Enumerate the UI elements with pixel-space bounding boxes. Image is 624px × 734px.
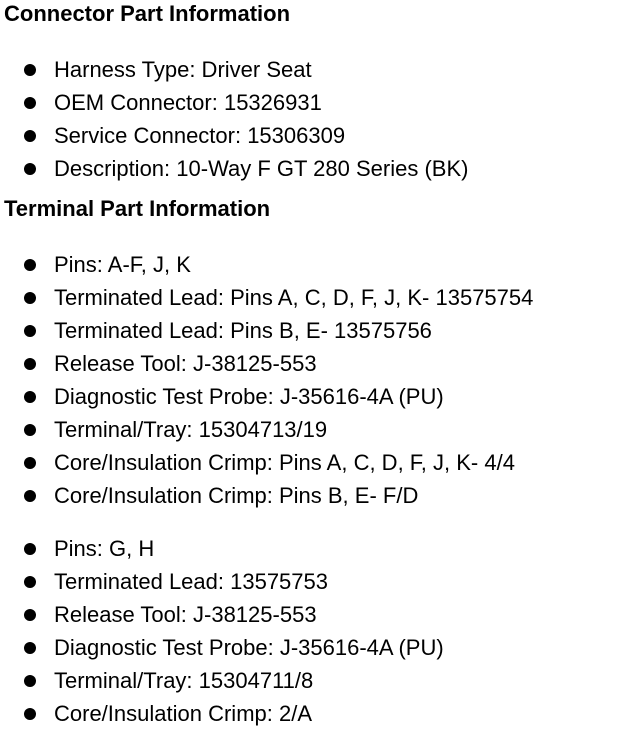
- list-item-text: Core/Insulation Crimp: 2/A: [54, 701, 312, 726]
- terminal-info-list-2: [0, 536, 444, 734]
- bullet-icon: [24, 97, 36, 109]
- list-item: [0, 252, 533, 285]
- list-item-text: Terminated Lead: Pins B, E- 13575756: [54, 318, 432, 343]
- list-item-text: Diagnostic Test Probe: J-35616-4A (PU): [54, 635, 444, 660]
- connector-info-list: [0, 57, 468, 189]
- bullet-icon: [24, 543, 36, 555]
- bullet-icon: [24, 424, 36, 436]
- bullet-icon: [24, 708, 36, 720]
- list-item-text: Diagnostic Test Probe: J-35616-4A (PU): [54, 384, 444, 409]
- list-item: [0, 384, 533, 417]
- terminal-info-list-1: [0, 252, 533, 516]
- list-item-text: Release Tool: J-38125-553: [54, 602, 317, 627]
- list-item: [0, 351, 533, 384]
- list-item-text: Core/Insulation Crimp: Pins B, E- F/D: [54, 483, 419, 508]
- bullet-icon: [24, 391, 36, 403]
- list-item: [0, 635, 444, 668]
- bullet-icon: [24, 358, 36, 370]
- list-item: [0, 450, 533, 483]
- list-item-text: Release Tool: J-38125-553: [54, 351, 317, 376]
- bullet-icon: [24, 675, 36, 687]
- bullet-icon: [24, 163, 36, 175]
- list-item-text: Core/Insulation Crimp: Pins A, C, D, F, J, K- 4/4: [54, 450, 515, 475]
- list-item: [0, 417, 533, 450]
- list-item-text: OEM Connector: 15326931: [54, 90, 322, 115]
- bullet-icon: [24, 259, 36, 271]
- bullet-icon: [24, 457, 36, 469]
- list-item: [0, 123, 468, 156]
- bullet-icon: [24, 576, 36, 588]
- list-item: [0, 602, 444, 635]
- list-item: [0, 701, 444, 734]
- list-item-text: Pins: G, H: [54, 536, 155, 561]
- list-item: [0, 318, 533, 351]
- list-item-text: Harness Type: Driver Seat: [54, 57, 312, 82]
- bullet-icon: [24, 292, 36, 304]
- list-item-text: Terminal/Tray: 15304711/8: [54, 668, 314, 693]
- list-item: [0, 57, 468, 90]
- list-item-text: Pins: A-F, J, K: [54, 252, 191, 277]
- connector-part-information-heading: Connector Part Information: [4, 1, 291, 26]
- list-item: [0, 156, 468, 189]
- bullet-icon: [24, 609, 36, 621]
- bullet-icon: [24, 130, 36, 142]
- list-item: [0, 90, 468, 123]
- list-item: [0, 668, 444, 701]
- list-item-text: Terminated Lead: Pins A, C, D, F, J, K- 13575754: [54, 285, 534, 310]
- list-item-text: Service Connector: 15306309: [54, 123, 346, 148]
- list-item: [0, 569, 444, 602]
- bullet-icon: [24, 642, 36, 654]
- bullet-icon: [24, 64, 36, 76]
- list-item: [0, 536, 444, 569]
- list-item-text: Terminated Lead: 13575753: [54, 569, 328, 594]
- list-item: [0, 285, 533, 318]
- bullet-icon: [24, 325, 36, 337]
- list-item-text: Terminal/Tray: 15304713/19: [54, 417, 328, 442]
- list-item: [0, 483, 533, 516]
- list-item-text: Description: 10-Way F GT 280 Series (BK): [54, 156, 469, 181]
- bullet-icon: [24, 490, 36, 502]
- terminal-part-information-heading: Terminal Part Information: [4, 196, 271, 221]
